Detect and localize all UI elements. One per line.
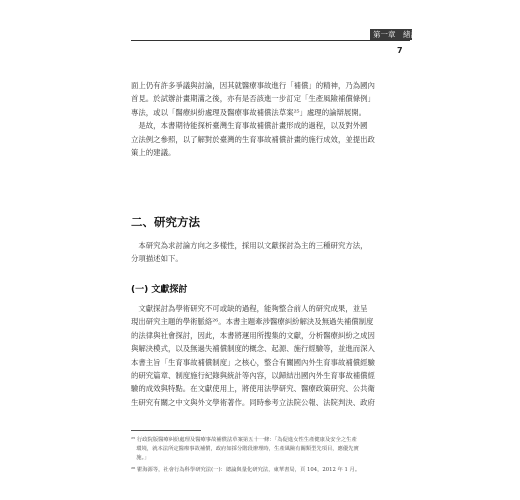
page-number: 7 xyxy=(397,46,403,55)
text-line: 首見。於試辦計畫期滿之後，亦有是否該進一步訂定「生產風險補償條例」 xyxy=(131,94,375,104)
footnote-line: 施。」 xyxy=(131,455,150,461)
text-line: 的法律與社會探討，因此，本書將運用所搜集的文獻，分析醫療糾紛之成因 xyxy=(131,330,375,340)
text-line: 與解決模式，以及無過失補償制度的概念、起源、施行經驗等，並進而深入 xyxy=(131,344,375,354)
text-line: 策上的建議。 xyxy=(131,148,176,158)
text-line: 面上仍有許多爭議與討論，因其就醫療事故進行「補償」的精神，乃為國內 xyxy=(131,81,375,90)
text-line: 是故，本書期待能探析臺灣生育事故補償計畫形成的過程，以及對外國 xyxy=(131,121,368,131)
section-heading: 二、研究方法 xyxy=(131,215,200,229)
subsection-heading: (一) 文獻探討 xyxy=(131,285,188,295)
method-paragraph xyxy=(131,239,410,266)
text-line: 專法，或以「醫療糾紛處理及醫療事故補償法草案²⁵」處理的論辯展開。 xyxy=(131,107,367,117)
footnote-line: ²⁵ 行政院版醫療糾紛處理及醫療事故補償法草案第五十一條：「為促進女性生產健康及安全之生產 xyxy=(131,437,357,443)
footnote-divider xyxy=(131,430,201,431)
footnote-line: 環境，就本法所定醫療事故補償，政府如採分階段辦理時，生產風險有關類型先項目，應優先實 xyxy=(131,446,359,452)
footnote-line: ²⁶ 瞿海源等，社會行為科學研究法(一)：總論與量化研究法，東華書局，頁 104，2012 年 1 月。 xyxy=(131,467,361,473)
text-line: 文獻探討為學術研究不可或缺的過程，能夠整合前人的研究成果，並呈 xyxy=(131,304,368,313)
footnote-25 xyxy=(131,436,410,463)
intro-paragraph xyxy=(131,79,410,159)
header-rule xyxy=(131,40,410,41)
footnote-26 xyxy=(131,466,410,475)
running-header-chapter: 第一章 緒論 xyxy=(373,30,418,39)
text-line: 本研究為求討論方向之多樣性，採用以文獻探討為主的三種研究方法， xyxy=(131,241,368,250)
literature-paragraph xyxy=(131,302,410,409)
text-line: 立法例之參照，以了解對於臺灣的生育事故補償計畫的施行成效，並提出政 xyxy=(131,134,375,144)
text-line: 本書主旨「生育事故補償制度」之核心，整合有關國內外生育事故補償經驗 xyxy=(131,357,375,367)
text-line: 現出研究主題的學術脈絡²⁶。本書主題牽涉醫療糾紛解決及無過失補償制度 xyxy=(131,317,374,327)
text-line: 驗的成效與特點。在文獻使用上，將使用法學研究、醫療政策研究、公共衛 xyxy=(131,384,375,394)
text-line: 分項描述如下。 xyxy=(131,254,183,264)
text-line: 生研究有關之中文與外文學術著作。同時參考立法院公報、法院判決、政府 xyxy=(131,397,375,407)
text-line: 的研究篇章、制度施行紀錄與統計等內容，以歸結出國內外生育事故補償經 xyxy=(131,371,375,381)
